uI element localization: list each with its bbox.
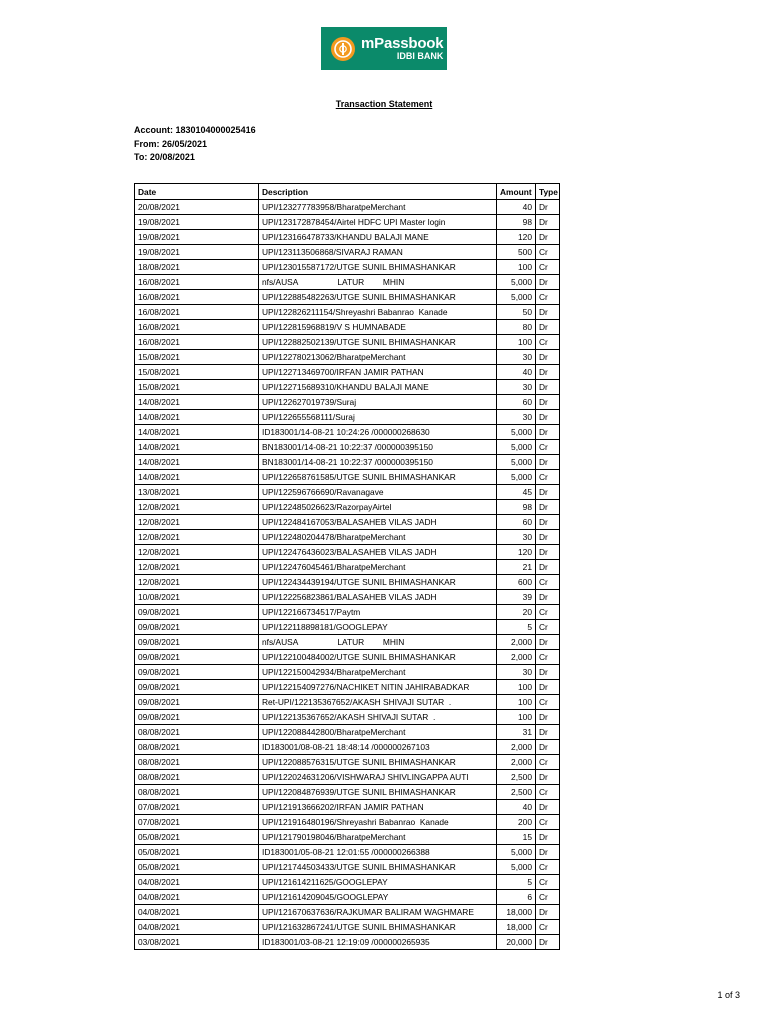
cell-description: UPI/122088442800/BharatpeMerchant <box>259 725 497 740</box>
cell-amount: 40 <box>497 365 536 380</box>
cell-description: UPI/121790198046/BharatpeMerchant <box>259 830 497 845</box>
cell-type: Dr <box>536 230 560 245</box>
cell-date: 03/08/2021 <box>135 935 259 950</box>
cell-amount: 2,000 <box>497 740 536 755</box>
cell-amount: 5 <box>497 620 536 635</box>
cell-date: 09/08/2021 <box>135 710 259 725</box>
cell-date: 16/08/2021 <box>135 305 259 320</box>
table-row <box>135 920 560 935</box>
cell-date: 14/08/2021 <box>135 455 259 470</box>
header-description: Description <box>259 184 497 200</box>
cell-amount: 30 <box>497 380 536 395</box>
cell-amount: 2,000 <box>497 755 536 770</box>
cell-date: 08/08/2021 <box>135 785 259 800</box>
cell-amount: 500 <box>497 245 536 260</box>
cell-description: UPI/123166478733/KHANDU BALAJI MANE <box>259 230 497 245</box>
cell-description: UPI/122882502139/UTGE SUNIL BHIMASHANKAR <box>259 335 497 350</box>
cell-date: 14/08/2021 <box>135 470 259 485</box>
cell-description: UPI/122100484002/UTGE SUNIL BHIMASHANKAR <box>259 650 497 665</box>
cell-description: UPI/122154097276/NACHIKET NITIN JAHIRABADKAR <box>259 680 497 695</box>
cell-type: Cr <box>536 815 560 830</box>
cell-date: 04/08/2021 <box>135 875 259 890</box>
cell-description: nfs/AUSA LATUR MHIN <box>259 275 497 290</box>
header-date: Date <box>135 184 259 200</box>
cell-date: 08/08/2021 <box>135 770 259 785</box>
cell-type: Dr <box>536 365 560 380</box>
cell-type: Dr <box>536 455 560 470</box>
cell-description: ID183001/03-08-21 12:19:09 /000000265935 <box>259 935 497 950</box>
table-row <box>135 515 560 530</box>
cell-amount: 120 <box>497 230 536 245</box>
cell-type: Cr <box>536 575 560 590</box>
cell-date: 16/08/2021 <box>135 320 259 335</box>
cell-description: UPI/123277783958/BharatpeMerchant <box>259 200 497 215</box>
header-amount: Amount <box>497 184 536 200</box>
table-row <box>135 740 560 755</box>
cell-amount: 15 <box>497 830 536 845</box>
cell-amount: 21 <box>497 560 536 575</box>
cell-type: Dr <box>536 905 560 920</box>
cell-date: 12/08/2021 <box>135 530 259 545</box>
cell-type: Dr <box>536 395 560 410</box>
cell-amount: 100 <box>497 335 536 350</box>
cell-date: 15/08/2021 <box>135 380 259 395</box>
cell-type: Dr <box>536 200 560 215</box>
table-row <box>135 860 560 875</box>
cell-description: UPI/122484167053/BALASAHEB VILAS JADH <box>259 515 497 530</box>
cell-date: 07/08/2021 <box>135 815 259 830</box>
table-row <box>135 815 560 830</box>
cell-description: UPI/121614211625/GOOGLEPAY <box>259 875 497 890</box>
transaction-table <box>134 183 560 950</box>
cell-amount: 100 <box>497 680 536 695</box>
cell-amount: 39 <box>497 590 536 605</box>
cell-date: 05/08/2021 <box>135 860 259 875</box>
cell-description: UPI/122485026623/RazorpayAirtel <box>259 500 497 515</box>
table-row <box>135 500 560 515</box>
cell-amount: 30 <box>497 665 536 680</box>
table-row <box>135 755 560 770</box>
cell-date: 07/08/2021 <box>135 800 259 815</box>
cell-date: 13/08/2021 <box>135 485 259 500</box>
table-row <box>135 620 560 635</box>
account-number: Account: 1830104000025416 <box>134 125 256 135</box>
table-row <box>135 260 560 275</box>
table-row <box>135 200 560 215</box>
cell-amount: 6 <box>497 890 536 905</box>
table-row <box>135 230 560 245</box>
cell-date: 12/08/2021 <box>135 515 259 530</box>
cell-date: 08/08/2021 <box>135 755 259 770</box>
cell-type: Dr <box>536 500 560 515</box>
cell-amount: 30 <box>497 350 536 365</box>
cell-type: Dr <box>536 770 560 785</box>
table-row <box>135 770 560 785</box>
cell-date: 08/08/2021 <box>135 740 259 755</box>
cell-type: Dr <box>536 545 560 560</box>
cell-date: 04/08/2021 <box>135 905 259 920</box>
cell-amount: 45 <box>497 485 536 500</box>
cell-description: UPI/122885482263/UTGE SUNIL BHIMASHANKAR <box>259 290 497 305</box>
cell-type: Dr <box>536 350 560 365</box>
table-row <box>135 455 560 470</box>
cell-date: 12/08/2021 <box>135 500 259 515</box>
table-row <box>135 935 560 950</box>
cell-date: 19/08/2021 <box>135 230 259 245</box>
cell-date: 15/08/2021 <box>135 350 259 365</box>
account-meta <box>134 124 256 165</box>
cell-date: 12/08/2021 <box>135 575 259 590</box>
table-row <box>135 875 560 890</box>
cell-amount: 60 <box>497 395 536 410</box>
cell-type: Cr <box>536 440 560 455</box>
table-row <box>135 530 560 545</box>
cell-type: Cr <box>536 890 560 905</box>
cell-description: UPI/122088576315/UTGE SUNIL BHIMASHANKAR <box>259 755 497 770</box>
cell-amount: 2,500 <box>497 770 536 785</box>
cell-description: UPI/121632867241/UTGE SUNIL BHIMASHANKAR <box>259 920 497 935</box>
cell-amount: 30 <box>497 530 536 545</box>
cell-type: Cr <box>536 620 560 635</box>
table-row <box>135 245 560 260</box>
cell-description: UPI/123015587172/UTGE SUNIL BHIMASHANKAR <box>259 260 497 275</box>
cell-description: UPI/122713469700/IRFAN JAMIR PATHAN <box>259 365 497 380</box>
cell-amount: 80 <box>497 320 536 335</box>
table-row <box>135 635 560 650</box>
cell-description: BN183001/14-08-21 10:22:37 /000000395150 <box>259 455 497 470</box>
cell-description: UPI/123172878454/Airtel HDFC UPI Master login <box>259 215 497 230</box>
cell-type: Dr <box>536 410 560 425</box>
table-row <box>135 470 560 485</box>
cell-date: 14/08/2021 <box>135 395 259 410</box>
table-row <box>135 845 560 860</box>
cell-description: UPI/122135367652/AKASH SHIVAJI SUTAR . <box>259 710 497 725</box>
cell-amount: 5,000 <box>497 455 536 470</box>
cell-description: BN183001/14-08-21 10:22:37 /000000395150 <box>259 440 497 455</box>
cell-date: 08/08/2021 <box>135 725 259 740</box>
cell-date: 09/08/2021 <box>135 650 259 665</box>
cell-type: Dr <box>536 560 560 575</box>
table-row <box>135 335 560 350</box>
cell-amount: 98 <box>497 500 536 515</box>
cell-type: Dr <box>536 320 560 335</box>
cell-description: UPI/122627019739/Suraj <box>259 395 497 410</box>
cell-amount: 5,000 <box>497 440 536 455</box>
cell-description: ID183001/05-08-21 12:01:55 /000000266388 <box>259 845 497 860</box>
table-row <box>135 485 560 500</box>
cell-description: UPI/122256823861/BALASAHEB VILAS JADH <box>259 590 497 605</box>
cell-date: 09/08/2021 <box>135 695 259 710</box>
cell-description: UPI/122476436023/BALASAHEB VILAS JADH <box>259 545 497 560</box>
cell-description: UPI/122118898181/GOOGLEPAY <box>259 620 497 635</box>
cell-amount: 2,000 <box>497 650 536 665</box>
cell-date: 19/08/2021 <box>135 215 259 230</box>
cell-type: Cr <box>536 335 560 350</box>
cell-description: ID183001/14-08-21 10:24:26 /000000268630 <box>259 425 497 440</box>
cell-amount: 100 <box>497 695 536 710</box>
cell-date: 12/08/2021 <box>135 545 259 560</box>
cell-amount: 2,000 <box>497 635 536 650</box>
cell-amount: 5,000 <box>497 860 536 875</box>
cell-type: Cr <box>536 920 560 935</box>
cell-amount: 20,000 <box>497 935 536 950</box>
cell-description: ID183001/08-08-21 18:48:14 /000000267103 <box>259 740 497 755</box>
cell-date: 09/08/2021 <box>135 665 259 680</box>
table-row <box>135 590 560 605</box>
table-row <box>135 710 560 725</box>
cell-type: Dr <box>536 275 560 290</box>
cell-description: nfs/AUSA LATUR MHIN <box>259 635 497 650</box>
cell-date: 09/08/2021 <box>135 605 259 620</box>
cell-description: UPI/122815968819/V S HUMNABADE <box>259 320 497 335</box>
cell-date: 05/08/2021 <box>135 845 259 860</box>
cell-type: Dr <box>536 935 560 950</box>
table-row <box>135 650 560 665</box>
cell-amount: 600 <box>497 575 536 590</box>
table-row <box>135 785 560 800</box>
cell-description: UPI/121916480196/Shreyashri Babanrao Kanade <box>259 815 497 830</box>
table-row <box>135 425 560 440</box>
table-row <box>135 365 560 380</box>
cell-amount: 100 <box>497 260 536 275</box>
cell-amount: 100 <box>497 710 536 725</box>
table-row <box>135 290 560 305</box>
cell-description: UPI/122655568111/Suraj <box>259 410 497 425</box>
cell-amount: 5,000 <box>497 845 536 860</box>
table-row <box>135 905 560 920</box>
cell-date: 18/08/2021 <box>135 260 259 275</box>
page-title: Transaction Statement <box>335 99 433 109</box>
table-row <box>135 665 560 680</box>
cell-type: Dr <box>536 215 560 230</box>
cell-type: Dr <box>536 725 560 740</box>
cell-type: Dr <box>536 800 560 815</box>
cell-amount: 18,000 <box>497 920 536 935</box>
cell-date: 10/08/2021 <box>135 590 259 605</box>
cell-type: Cr <box>536 755 560 770</box>
cell-type: Cr <box>536 860 560 875</box>
cell-date: 19/08/2021 <box>135 245 259 260</box>
table-row <box>135 830 560 845</box>
cell-date: 09/08/2021 <box>135 680 259 695</box>
cell-type: Dr <box>536 830 560 845</box>
table-row <box>135 380 560 395</box>
cell-amount: 200 <box>497 815 536 830</box>
cell-description: UPI/123113506868/SIVARAJ RAMAN <box>259 245 497 260</box>
cell-type: Cr <box>536 260 560 275</box>
cell-type: Cr <box>536 470 560 485</box>
cell-type: Cr <box>536 695 560 710</box>
cell-amount: 20 <box>497 605 536 620</box>
cell-type: Cr <box>536 785 560 800</box>
cell-date: 04/08/2021 <box>135 920 259 935</box>
table-row <box>135 410 560 425</box>
cell-amount: 40 <box>497 200 536 215</box>
cell-description: UPI/122166734517/Paytm <box>259 605 497 620</box>
table-row <box>135 800 560 815</box>
cell-type: Dr <box>536 635 560 650</box>
cell-amount: 60 <box>497 515 536 530</box>
cell-amount: 120 <box>497 545 536 560</box>
to-date: To: 20/08/2021 <box>134 152 195 162</box>
cell-description: UPI/122434439194/UTGE SUNIL BHIMASHANKAR <box>259 575 497 590</box>
logo-subtitle: IDBI BANK <box>396 51 444 61</box>
cell-type: Cr <box>536 605 560 620</box>
page-number: 1 of 3 <box>717 990 740 1000</box>
cell-date: 16/08/2021 <box>135 290 259 305</box>
table-row <box>135 605 560 620</box>
cell-type: Dr <box>536 845 560 860</box>
table-row <box>135 545 560 560</box>
cell-date: 09/08/2021 <box>135 635 259 650</box>
cell-description: UPI/122480204478/BharatpeMerchant <box>259 530 497 545</box>
cell-description: UPI/121744503433/UTGE SUNIL BHIMASHANKAR <box>259 860 497 875</box>
cell-date: 16/08/2021 <box>135 275 259 290</box>
table-row <box>135 575 560 590</box>
header-type: Type <box>536 184 560 200</box>
cell-description: UPI/122150042934/BharatpeMerchant <box>259 665 497 680</box>
cell-amount: 5 <box>497 875 536 890</box>
cell-date: 04/08/2021 <box>135 890 259 905</box>
table-row <box>135 440 560 455</box>
cell-amount: 5,000 <box>497 425 536 440</box>
cell-type: Dr <box>536 710 560 725</box>
cell-date: 15/08/2021 <box>135 365 259 380</box>
table-row <box>135 215 560 230</box>
table-row <box>135 890 560 905</box>
table-row <box>135 350 560 365</box>
table-row <box>135 725 560 740</box>
logo-title: mPassbook <box>361 35 444 52</box>
cell-amount: 5,000 <box>497 290 536 305</box>
cell-description: UPI/122024631206/VISHWARAJ SHIVLINGAPPA AUTI <box>259 770 497 785</box>
cell-description: UPI/122658761585/UTGE SUNIL BHIMASHANKAR <box>259 470 497 485</box>
table-row <box>135 320 560 335</box>
cell-date: 14/08/2021 <box>135 425 259 440</box>
cell-date: 14/08/2021 <box>135 410 259 425</box>
cell-description: UPI/121913666202/IRFAN JAMIR PATHAN <box>259 800 497 815</box>
cell-amount: 2,500 <box>497 785 536 800</box>
cell-type: Cr <box>536 875 560 890</box>
cell-date: 14/08/2021 <box>135 440 259 455</box>
cell-type: Dr <box>536 590 560 605</box>
cell-date: 20/08/2021 <box>135 200 259 215</box>
cell-description: UPI/122596766690/Ravanagave <box>259 485 497 500</box>
cell-type: Dr <box>536 425 560 440</box>
cell-amount: 5,000 <box>497 470 536 485</box>
mpassbook-logo <box>321 27 447 70</box>
cell-type: Cr <box>536 245 560 260</box>
table-row <box>135 305 560 320</box>
cell-type: Dr <box>536 665 560 680</box>
cell-amount: 18,000 <box>497 905 536 920</box>
cell-type: Dr <box>536 530 560 545</box>
logo-text <box>361 36 443 61</box>
cell-description: UPI/122826211154/Shreyashri Babanrao Kanade <box>259 305 497 320</box>
cell-description: Ret-UPI/122135367652/AKASH SHIVAJI SUTAR . <box>259 695 497 710</box>
cell-type: Dr <box>536 515 560 530</box>
cell-date: 16/08/2021 <box>135 335 259 350</box>
table-row <box>135 395 560 410</box>
cell-description: UPI/121614209045/GOOGLEPAY <box>259 890 497 905</box>
cell-type: Dr <box>536 305 560 320</box>
cell-amount: 30 <box>497 410 536 425</box>
table-row <box>135 275 560 290</box>
cell-description: UPI/122476045461/BharatpeMerchant <box>259 560 497 575</box>
cell-type: Dr <box>536 740 560 755</box>
cell-type: Dr <box>536 380 560 395</box>
cell-type: Cr <box>536 650 560 665</box>
cell-type: Dr <box>536 680 560 695</box>
cell-date: 12/08/2021 <box>135 560 259 575</box>
table-row <box>135 695 560 710</box>
cell-description: UPI/121670637636/RAJKUMAR BALIRAM WAGHMARE <box>259 905 497 920</box>
cell-amount: 31 <box>497 725 536 740</box>
cell-date: 05/08/2021 <box>135 830 259 845</box>
cell-date: 09/08/2021 <box>135 620 259 635</box>
cell-amount: 40 <box>497 800 536 815</box>
cell-type: Dr <box>536 485 560 500</box>
cell-description: UPI/122780213062/BharatpeMerchant <box>259 350 497 365</box>
table-row <box>135 560 560 575</box>
cell-type: Cr <box>536 290 560 305</box>
cell-description: UPI/122715689310/KHANDU BALAJI MANE <box>259 380 497 395</box>
cell-amount: 98 <box>497 215 536 230</box>
table-row <box>135 680 560 695</box>
cell-amount: 5,000 <box>497 275 536 290</box>
from-date: From: 26/05/2021 <box>134 138 208 149</box>
table-header-row <box>135 184 560 200</box>
cell-description: UPI/122084876939/UTGE SUNIL BHIMASHANKAR <box>259 785 497 800</box>
idbi-logo-icon <box>331 37 355 61</box>
cell-amount: 50 <box>497 305 536 320</box>
